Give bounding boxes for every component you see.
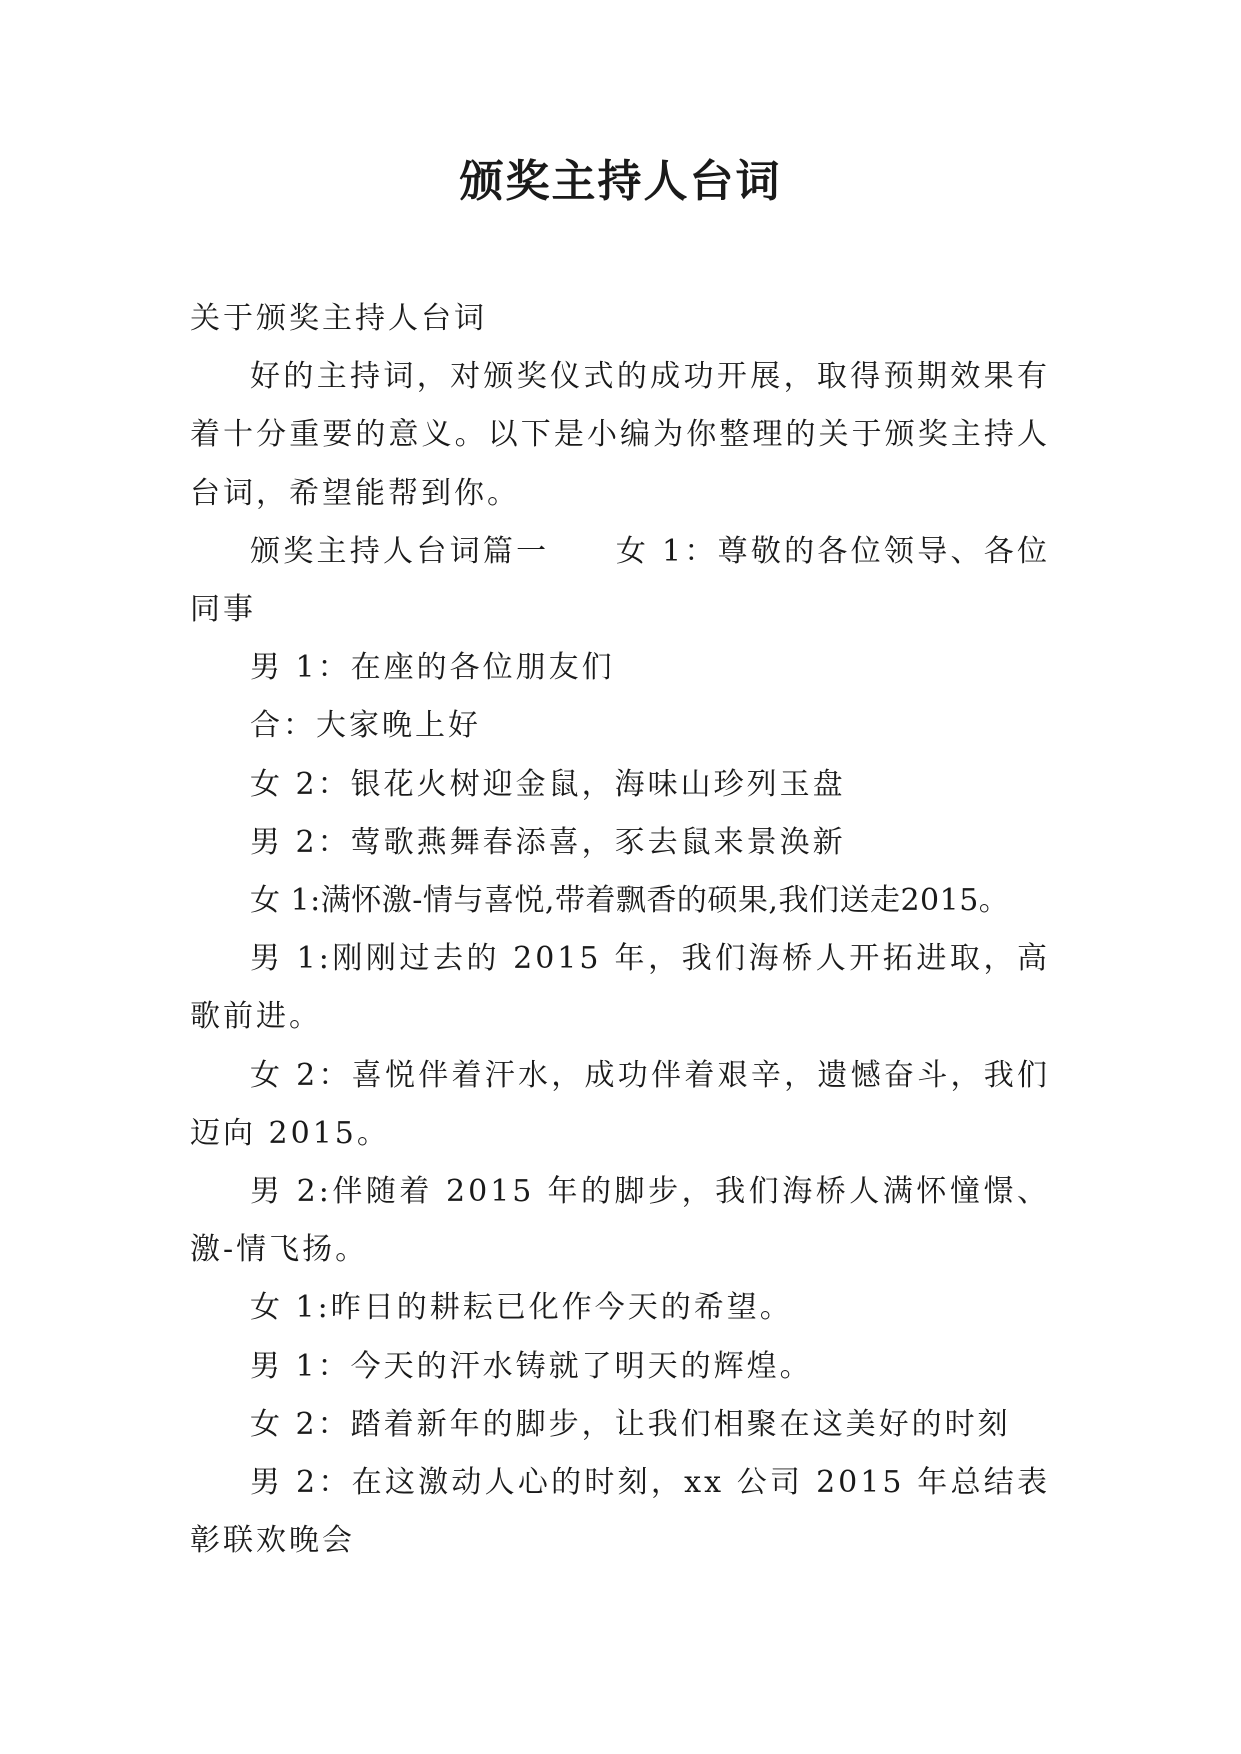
paragraph: 女 2：喜悦伴着汗水，成功伴着艰辛，遗憾奋斗，我们迈向 2015。 — [190, 1057, 1050, 1151]
paragraph: 女 2：踏着新年的脚步，让我们相聚在这美好的时刻 — [250, 1406, 1011, 1442]
paragraph: 好的主持词，对颁奖仪式的成功开展，取得预期效果有着十分重要的意义。以下是小编为你整理的关于颁奖主持人台词，希望能帮到你。 — [190, 359, 1050, 511]
paragraph: 男 2：在这激动人心的时刻，xx 公司 2015 年总结表 彰联欢晚会 — [190, 1465, 1050, 1559]
paragraph: 男 2：莺歌燕舞春添喜，豕去鼠来景涣新 — [250, 824, 846, 860]
document-body — [190, 290, 1050, 1570]
paragraph: 女 1:满怀激-情与喜悦,带着飘香的硕果,我们送走2015。 — [250, 883, 1010, 919]
document-title: 颁奖主持人台词 — [459, 156, 782, 207]
paragraph: 男 1：在座的各位朋友们 — [250, 650, 615, 686]
paragraph: 男 1:刚刚过去的 2015 年，我们海桥人开拓进取，高歌前进。 — [190, 941, 1050, 1035]
paragraph: 女 1:昨日的耕耘已化作今天的希望。 — [250, 1290, 793, 1326]
paragraph: 女 2：银花火树迎金鼠，海味山珍列玉盘 — [250, 766, 846, 802]
paragraph: 颁奖主持人台词篇一 女 1：尊敬的各位领导、各位同事 — [190, 533, 1050, 628]
paragraph: 合：大家晚上好 — [250, 708, 481, 744]
paragraph: 男 2:伴随着 2015 年的脚步，我们海桥人满怀憧憬、激-情飞扬。 — [190, 1174, 1050, 1268]
paragraph-heading: 关于颁奖主持人台词 — [190, 301, 487, 336]
paragraph: 男 1：今天的汗水铸就了明天的辉煌。 — [250, 1348, 813, 1384]
